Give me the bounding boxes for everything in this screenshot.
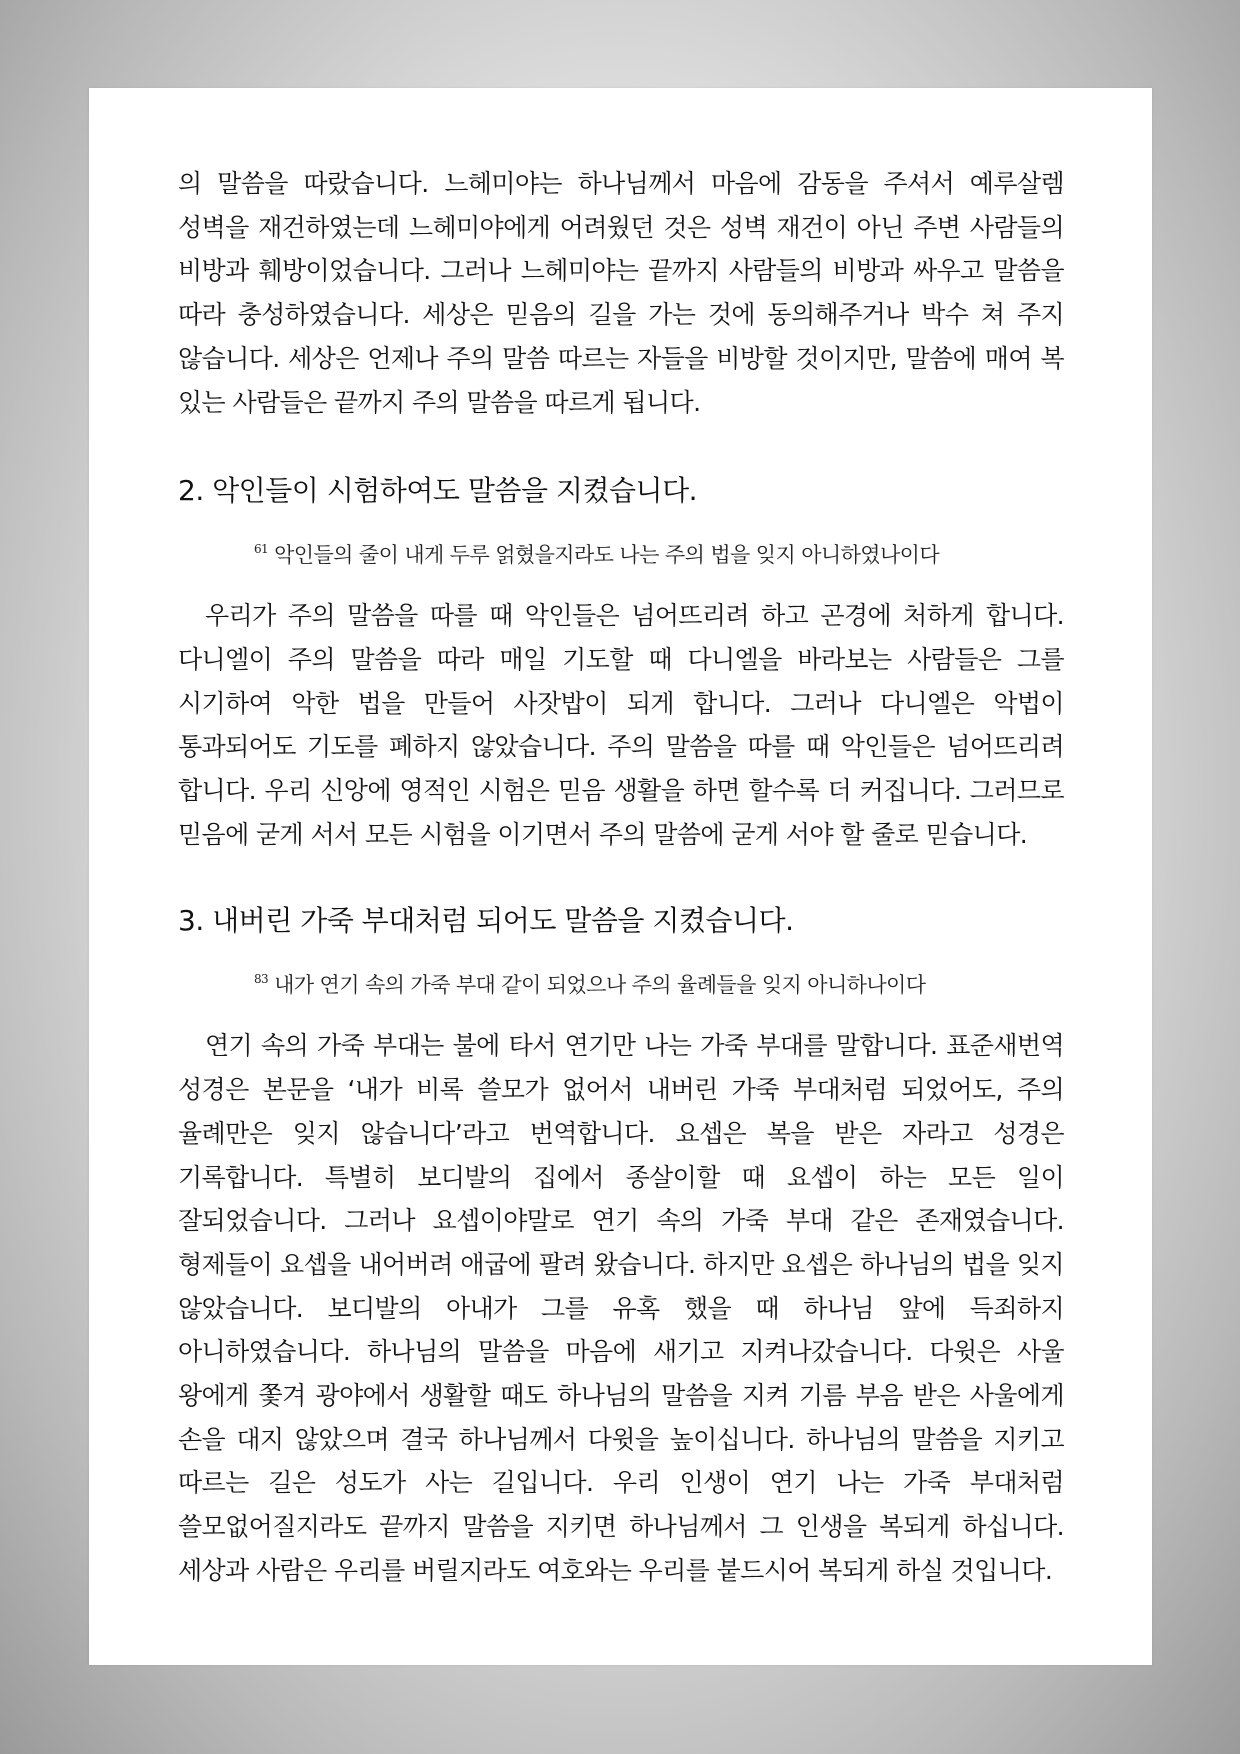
section-heading-3: 3. 내버린 가죽 부대처럼 되어도 말씀을 지켰습니다. [178, 904, 794, 938]
body-paragraph-3: 연기 속의 가죽 부대는 불에 타서 연기만 나는 가죽 부대를 말합니다. 표준새번역 성경은 본문을 ‘내가 비록 쓸모가 없어서 내버린 가죽 부대처럼 되었어도, 주의 율례만은 잊지 않습니다’라고 번역합니다. 요셉은 복을 받은 자라고 성경은 기록합니다. 특별히 보디발의 집에서 종살이할 때 요셉이 하는 모든 일이 잘되었습니다. 그러나 요셉이야말로 연기 속의 가죽 부대 같은 존재였습니다. 형제들이 요셉을 내어버려 애굽에 팔려 왔습니다. 하지만 요셉은 하나님의 법을 잊지 않았습니다. 보디발의 아내가 그를 유혹 했을 때 하나님 앞에 득죄하지 아니하였습니다. 하나님의 말씀을 마음에 새기고 지켜나갔습니다. 다윗은 사울 왕에게 쫓겨 광야에서 생활할 때도 하나님의 말씀을 지켜 기름 부음 받은 사울에게 손을 대지 않았으며 결국 하나님께서 다윗을 높이십니다. 하나님의 말씀을 지키고 따르는 길은 성도가 사는 길입니다. 우리 인생이 연기 나는 가죽 부대처럼 쓸모없어질지라도 끝까지 말씀을 지키면 하나님께서 그 인생을 복되게 하십니다. 세상과 사람은 우리를 버릴지라도 여호와는 우리를 붙드시어 복되게 하실 것입니다. [178, 1031, 1064, 1585]
verse-text: 내가 연기 속의 가죽 부대 같이 되었으나 주의 율례들을 잊지 아니하나이다 [274, 973, 926, 998]
body-paragraph-1: 의 말씀을 따랐습니다. 느헤미야는 하나님께서 마음에 감동을 주셔서 예루살렘 성벽을 재건하였는데 느헤미야에게 어려웠던 것은 성벽 재건이 아닌 주변 사람들의 비방과 훼방이었습니다. 그러나 느헤미야는 끝까지 사람들의 비방과 싸우고 말씀을 따라 충성하였습니다. 세상은 믿음의 길을 가는 것에 동의해주거나 박수 쳐 주지 않습니다. 세상은 언제나 주의 말씀 따르는 자들을 비방할 것이지만, 말씀에 매여 복 있는 사람들은 끝까지 주의 말씀을 따르게 됩니다. [178, 169, 1064, 417]
scripture-verse-61 [178, 535, 1064, 569]
page-content [178, 162, 1064, 1593]
verse-number: 61 [254, 542, 269, 557]
verse-number: 83 [254, 972, 269, 987]
section-heading-2: 2. 악인들이 시험하여도 말씀을 지켰습니다. [178, 474, 698, 508]
verse-text: 악인들의 줄이 내게 두루 얽혔을지라도 나는 주의 법을 잊지 아니하였나이다 [274, 543, 940, 568]
document-page [89, 88, 1152, 1665]
scripture-verse-83 [178, 965, 1064, 999]
body-paragraph-2: 우리가 주의 말씀을 따를 때 악인들은 넘어뜨리려 하고 곤경에 처하게 합니다. 다니엘이 주의 말씀을 따라 매일 기도할 때 다니엘을 바라보는 사람들은 그를 시기하여 악한 법을 만들어 사잣밥이 되게 합니다. 그러나 다니엘은 악법이 통과되어도 기도를 폐하지 않았습니다. 주의 말씀을 따를 때 악인들은 넘어뜨리려 합니다. 우리 신앙에 영적인 시험은 믿음 생활을 하면 할수록 더 커집니다. 그러므로 믿음에 굳게 서서 모든 시험을 이기면서 주의 말씀에 굳게 서야 할 줄로 믿습니다. [178, 601, 1064, 849]
